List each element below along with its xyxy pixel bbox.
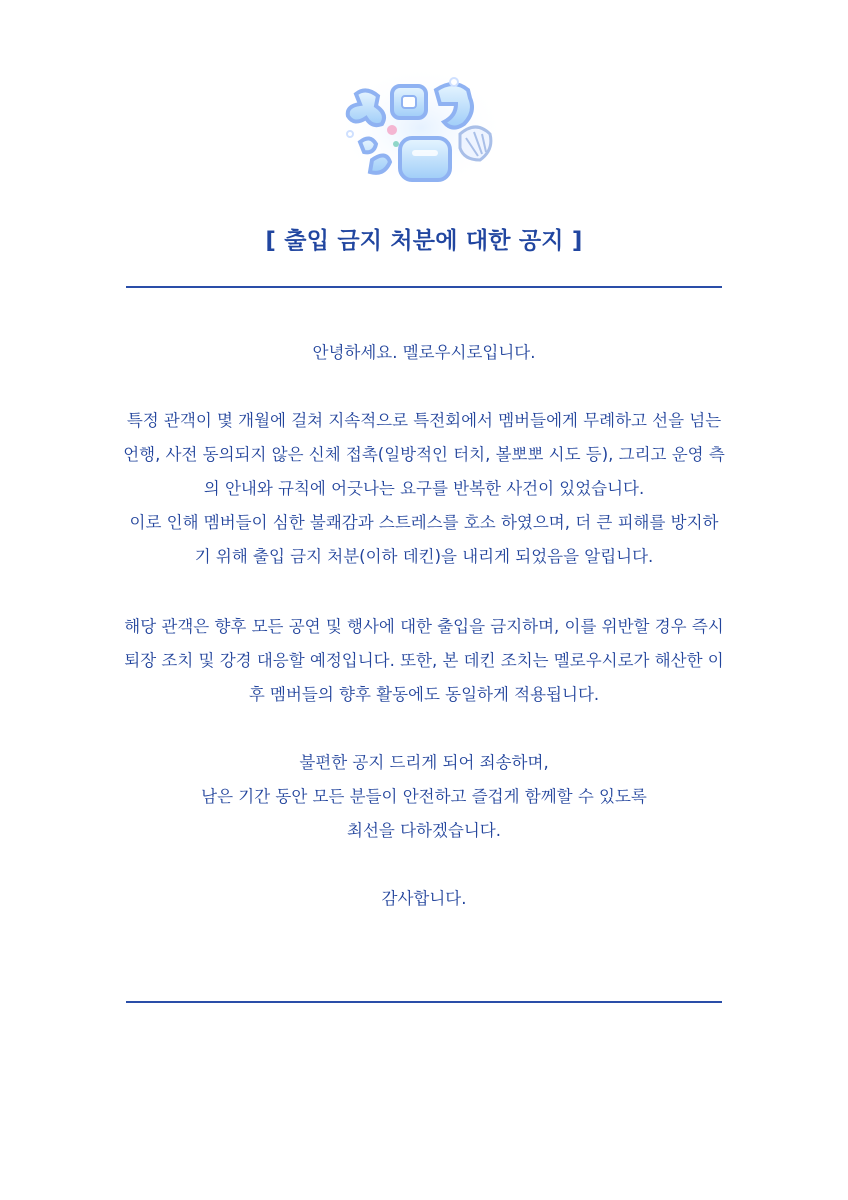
measures-line: 후 멤버들의 향후 활동에도 동일하게 적용됩니다. <box>248 685 600 704</box>
measures-line: 퇴장 조치 및 강경 대응할 예정입니다. 또한, 본 데킨 조치는 멜로우시로가 해산한 이 <box>124 651 724 670</box>
incident-line: 의 안내와 규칙에 어긋나는 요구를 반복한 사건이 있었습니다. <box>203 479 645 498</box>
greeting-line: 안녕하세요. 멜로우시로입니다. <box>312 343 536 362</box>
group-logo <box>336 64 506 192</box>
incident-line: 언행, 사전 동의되지 않은 신체 접촉(일방적인 터치, 볼뽀뽀 시도 등), 그리고 운영 측 <box>123 445 725 464</box>
incident-line: 특정 관객이 몇 개월에 걸쳐 지속적으로 특전회에서 멤버들에게 무례하고 선을 넘는 <box>126 411 722 430</box>
incident-line: 이로 인해 멤버들이 심한 불쾌감과 스트레스를 호소 하였으며, 더 큰 피해를 방지하 <box>129 513 719 532</box>
incident-paragraph <box>0 404 848 574</box>
apology-paragraph <box>0 746 848 848</box>
measures-line: 해당 관객은 향후 모든 공연 및 행사에 대한 출입을 금지하며, 이를 위반할 경우 즉시 <box>124 617 724 636</box>
measures-paragraph <box>0 610 848 712</box>
closing-paragraph <box>0 882 848 916</box>
closing-line: 감사합니다. <box>381 889 467 908</box>
incident-line: 기 위해 출입 금지 처분(이하 데킨)을 내리게 되었음을 알립니다. <box>194 547 654 566</box>
bottom-divider <box>126 1001 722 1003</box>
logo-graphic <box>336 64 506 192</box>
top-divider <box>126 286 722 288</box>
notice-title: [ 출입 금지 처분에 대한 공지 ] <box>265 228 583 254</box>
apology-line: 불편한 공지 드리게 되어 죄송하며, <box>299 753 549 772</box>
greeting-paragraph <box>0 336 848 370</box>
apology-line: 최선을 다하겠습니다. <box>347 821 501 840</box>
apology-line: 남은 기간 동안 모든 분들이 안전하고 즐겁게 함께할 수 있도록 <box>201 787 647 806</box>
